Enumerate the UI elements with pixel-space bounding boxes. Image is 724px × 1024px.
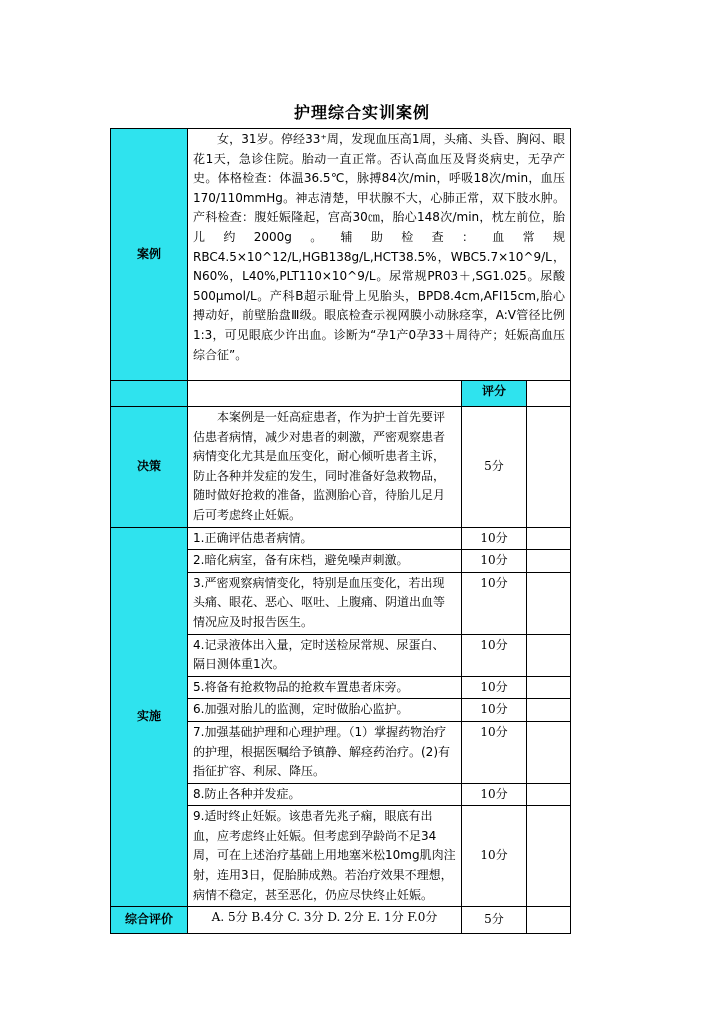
implementation-item-score: 10分: [462, 721, 527, 783]
implementation-item-text: 5.将备有抢救物品的抢救车置患者床旁。: [188, 676, 462, 699]
evaluation-row: [111, 907, 571, 934]
implementation-extra-cell: [527, 676, 571, 699]
implementation-item-score: 10分: [462, 527, 527, 550]
case-description: 女，31岁。停经33⁺周，发现血压高1周，头痛、头昏、胸闷、眼花1天，急诊住院。胎动一直正常。否认高血压及肾炎病史，无孕产史。体格检查：体温36.5℃，脉搏84次/min，呼吸18次/min，血压170/110mmHg。神志清楚，甲状腺不大，心肺正常，双下肢水肿。产科检查：腹妊娠隆起，宫高30㎝，胎心148次/min，枕左前位，胎儿约2000g。辅助检查：血常规RBC4.5×10^12/L,HGB138g/L,HCT38.5%，WBC5.7×10^9/L，N60%，L40%,PLT110×10^9/L。尿常规PR03＋,SG1.025。尿酸500μmol/L。产科B超示耻骨上见胎头，BPD8.4cm,AFI15cm,胎心搏动好，前壁胎盘Ⅲ级。眼底检查示视网膜小动脉痉挛，A:V管径比例1:3，可见眼底少许出血。诊断为“孕1产0孕33＋周待产；妊娠高血压综合征”。: [188, 129, 571, 381]
implementation-extra-cell: [527, 783, 571, 806]
decision-row: [111, 407, 571, 528]
decision-label: 决策: [111, 407, 188, 528]
implementation-item-text: 3.严密观察病情变化，特别是血压变化，若出现头痛、眼花、恶心、呕吐、上腹痛、阴道出血等情况应及时报告医生。: [188, 572, 462, 634]
training-case-table: [110, 128, 571, 934]
implementation-item-text: 8.防止各种并发症。: [188, 783, 462, 806]
implementation-item-score: 10分: [462, 699, 527, 722]
score-header: 评分: [462, 381, 527, 407]
implementation-item-score: 10分: [462, 634, 527, 676]
implementation-extra-cell: [527, 721, 571, 783]
document-title: 护理综合实训案例: [293, 103, 430, 122]
implementation-item-score: 10分: [462, 572, 527, 634]
evaluation-score: 5分: [462, 907, 527, 934]
header-empty-cell: [188, 381, 462, 407]
implementation-item-score: 10分: [462, 783, 527, 806]
implementation-extra-cell: [527, 634, 571, 676]
decision-score: 5分: [462, 407, 527, 528]
header-blank-cell: [111, 381, 188, 407]
implementation-item-text: 4.记录液体出入量，定时送检尿常规、尿蛋白、隔日测体重1次。: [188, 634, 462, 676]
implementation-extra-cell: [527, 806, 571, 907]
case-row: [111, 129, 571, 381]
implementation-label: 实施: [111, 527, 188, 907]
implementation-row-1: [111, 527, 571, 550]
evaluation-extra-cell: [527, 907, 571, 934]
decision-extra-cell: [527, 407, 571, 528]
implementation-item-text: 7.加强基础护理和心理护理。（1）掌握药物治疗的护理，根据医嘱给予镇静、解痉药治疗。(2)有指征扩容、利尿、降压。: [188, 721, 462, 783]
implementation-item-text: 6.加强对胎儿的监测，定时做胎心监护。: [188, 699, 462, 722]
implementation-extra-cell: [527, 550, 571, 573]
evaluation-label: 综合评价: [111, 907, 188, 934]
header-extra-cell: [527, 381, 571, 407]
implementation-extra-cell: [527, 699, 571, 722]
evaluation-grades: A. 5分 B.4分 C. 3分 D. 2分 E. 1分 F.0分: [188, 907, 462, 934]
implementation-item-text: 2.暗化病室，备有床档，避免噪声刺激。: [188, 550, 462, 573]
implementation-item-score: 10分: [462, 550, 527, 573]
implementation-item-score: 10分: [462, 676, 527, 699]
implementation-extra-cell: [527, 527, 571, 550]
score-header-row: [111, 381, 571, 407]
implementation-item-text: 9.适时终止妊娠。该患者先兆子痫，眼底有出血，应考虑终止妊娠。但考虑到孕龄尚不足34周，可在上述治疗基础上用地塞米松10mg肌肉注射，连用3日，促胎肺成熟。若治疗效果不理想，病情不稳定，甚至恶化，仍应尽快终止妊娠。: [188, 806, 462, 907]
implementation-item-text: 1.正确评估患者病情。: [188, 527, 462, 550]
implementation-extra-cell: [527, 572, 571, 634]
case-label: 案例: [111, 129, 188, 381]
decision-text: 本案例是一妊高症患者，作为护士首先要评估患者病情，减少对患者的刺激，严密观察患者病情变化尤其是血压变化，耐心倾听患者主诉，防止各种并发症的发生，同时准备好急救物品，随时做好抢救的准备，监测胎心音，待胎儿足月后可考虑终止妊娠。: [188, 407, 462, 528]
implementation-item-score: 10分: [462, 806, 527, 907]
